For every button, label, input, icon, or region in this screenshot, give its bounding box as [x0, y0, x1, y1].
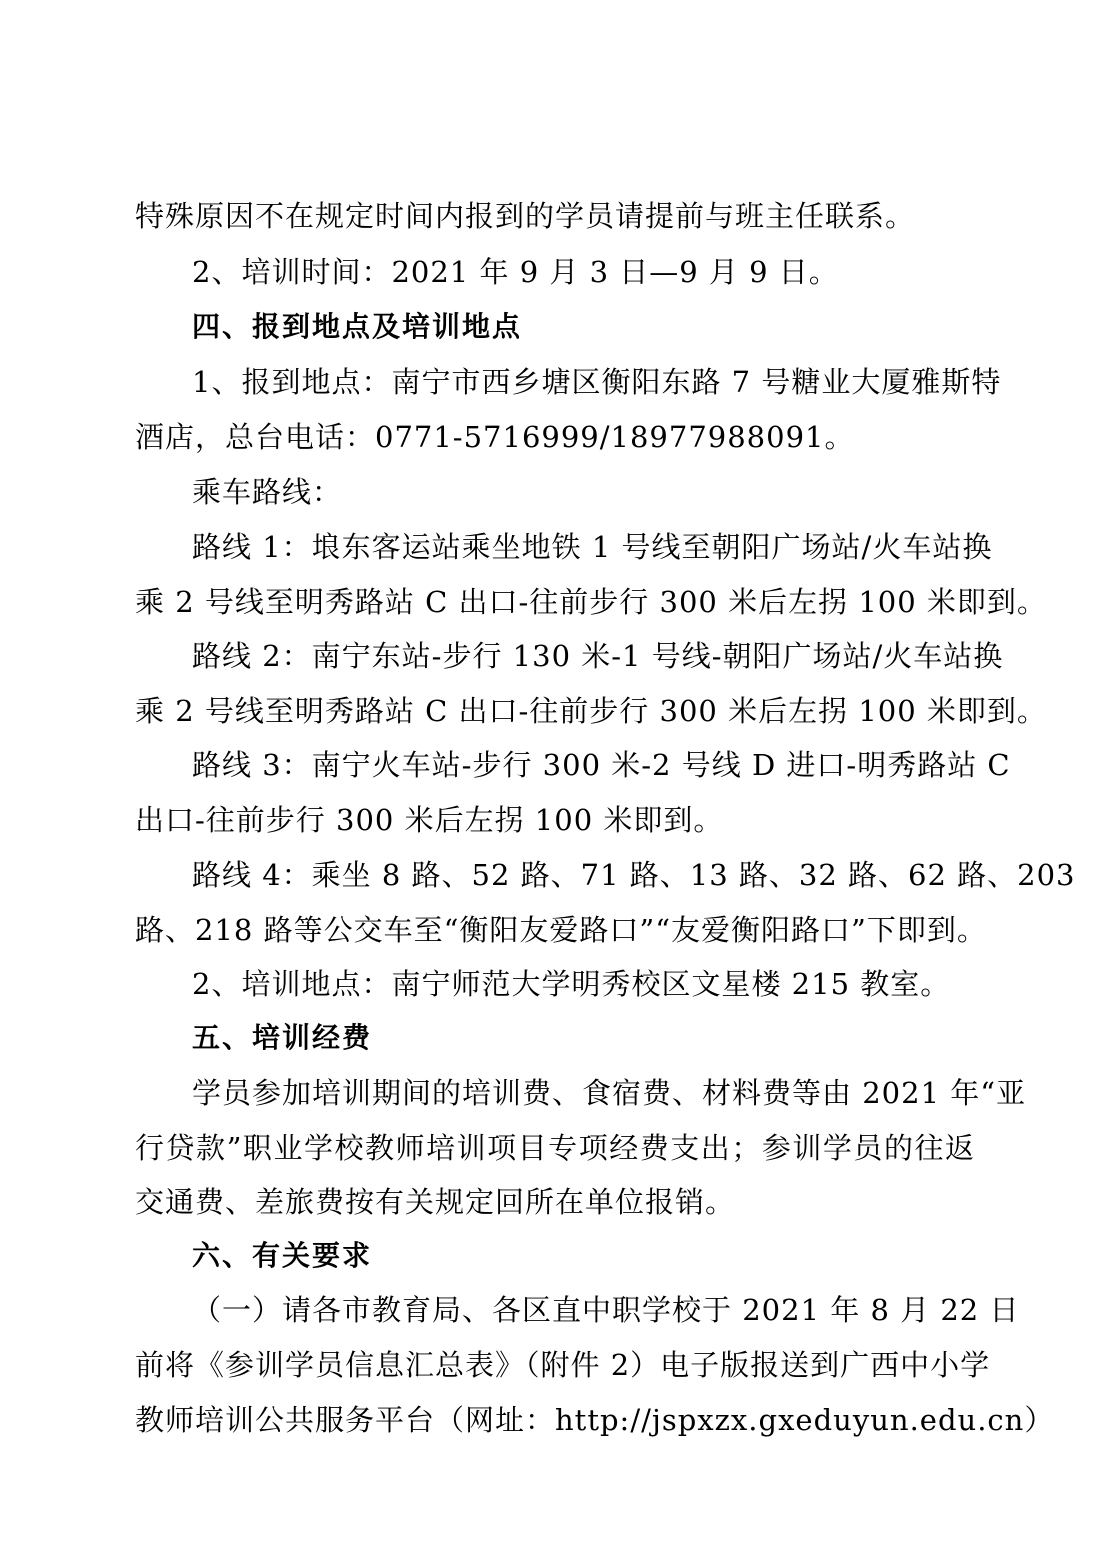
paragraph-line: 出口-往前步行 300 米后左拐 100 米即到。 — [135, 803, 724, 837]
paragraph-line: 前将《参训学员信息汇总表》（附件 2）电子版报送到广西中小学 — [135, 1348, 991, 1382]
section-heading-6: 六、有关要求 — [192, 1239, 373, 1272]
paragraph-line: 行贷款”职业学校教师培训项目专项经费支出；参训学员的往返 — [135, 1131, 975, 1165]
route-1-line: 路线 1：埌东客运站乘坐地铁 1 号线至朝阳广场站/火车站换 — [192, 530, 993, 564]
requirement-1-line: （一）请各市教育局、各区直中职学校于 2021 年 8 月 22 日 — [192, 1293, 1020, 1327]
registration-location-line: 1、报到地点：南宁市西乡塘区衡阳东路 7 号糖业大厦雅斯特 — [192, 365, 1002, 399]
route-4-line: 路线 4：乘坐 8 路、52 路、71 路、13 路、32 路、62 路、203 — [192, 858, 1076, 892]
paragraph-line: 乘 2 号线至明秀路站 C 出口-往前步行 300 米后左拐 100 米即到。 — [135, 694, 1047, 728]
paragraph-line: 特殊原因不在规定时间内报到的学员请提前与班主任联系。 — [135, 199, 916, 233]
section-heading-5: 五、培训经费 — [192, 1021, 373, 1054]
paragraph-line: 教师培训公共服务平台（网址：http://jspxzx.gxeduyun.edu.cn） — [135, 1403, 1055, 1437]
paragraph-line: 交通费、差旅费按有关规定回所在单位报销。 — [135, 1185, 736, 1219]
paragraph-line: 路、218 路等公交车至“衡阳友爱路口”“友爱衡阳路口”下即到。 — [135, 913, 987, 947]
training-location-line: 2、培训地点：南宁师范大学明秀校区文星楼 215 教室。 — [192, 967, 951, 1001]
route-2-line: 路线 2：南宁东站-步行 130 米-1 号线-朝阳广场站/火车站换 — [192, 639, 1004, 673]
paragraph-line: 酒店，总台电话：0771-5716999/18977988091。 — [135, 420, 855, 454]
training-time-line: 2、培训时间：2021 年 9 月 3 日—9 月 9 日。 — [192, 255, 839, 289]
funding-line: 学员参加培训期间的培训费、食宿费、材料费等由 2021 年“亚 — [192, 1076, 1027, 1110]
section-heading-4: 四、报到地点及培训地点 — [192, 310, 523, 343]
route-3-line: 路线 3：南宁火车站-步行 300 米-2 号线 D 进口-明秀路站 C — [192, 748, 1011, 782]
bus-routes-label: 乘车路线： — [192, 475, 343, 509]
paragraph-line: 乘 2 号线至明秀路站 C 出口-往前步行 300 米后左拐 100 米即到。 — [135, 585, 1047, 619]
